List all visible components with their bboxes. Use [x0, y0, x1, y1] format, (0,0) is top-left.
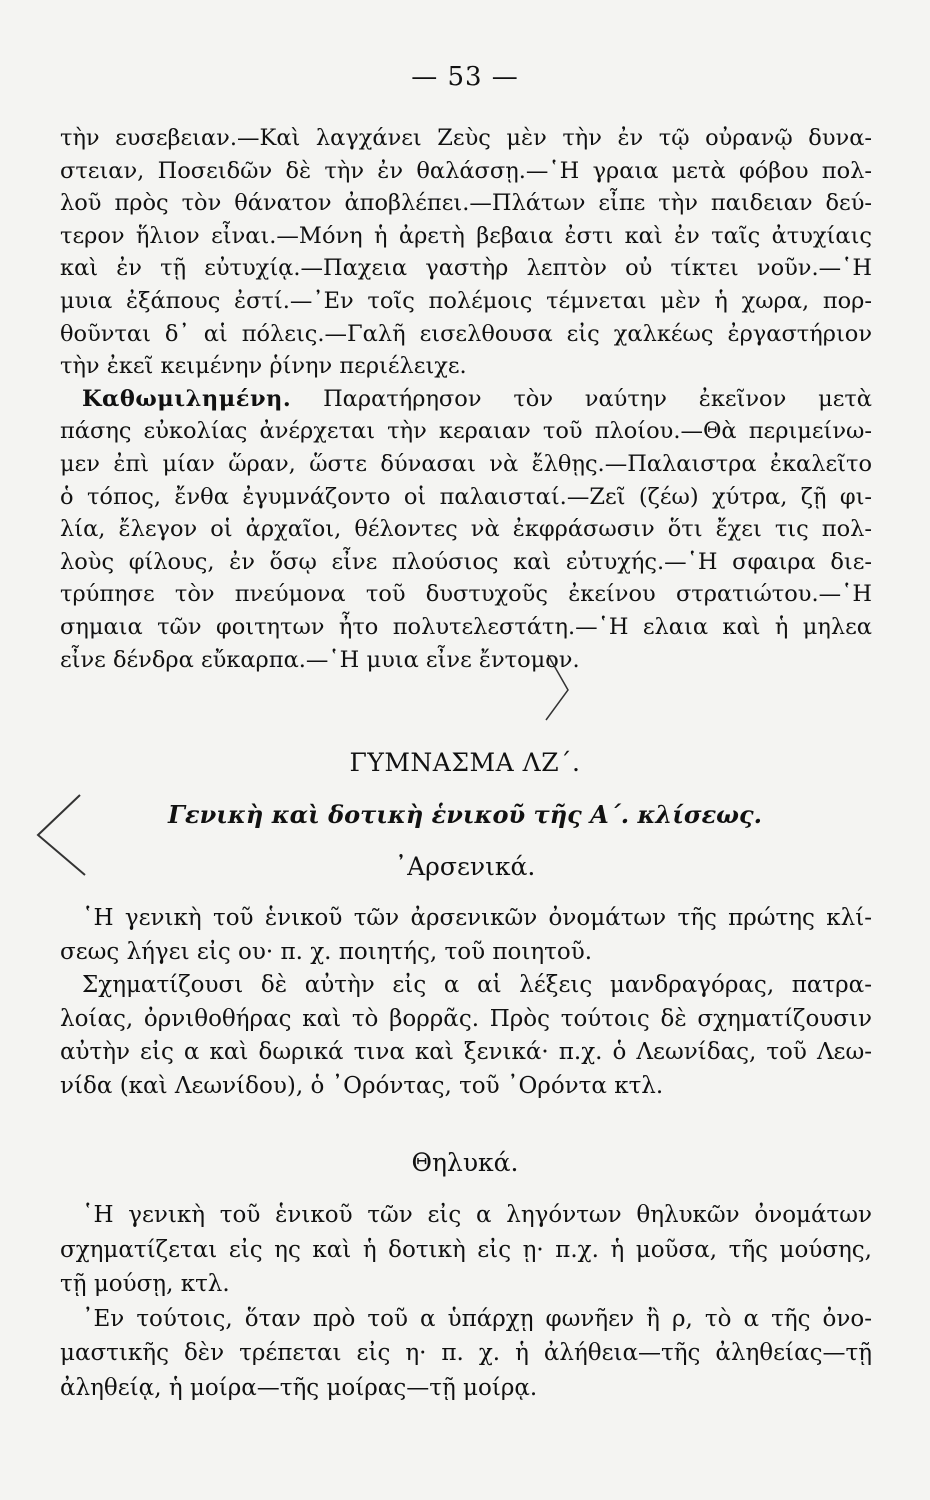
text-line: νίδα (καὶ Λεωνίδου), ὁ ᾿Ορόντας, τοῦ ᾿Ορόντα κτλ. [60, 1072, 664, 1099]
text-line: λοίας, ὀρνιθοθήρας καὶ τὸ βορρᾶς. Πρὸς τούτοις δὲ σχηματίζουσιν [60, 1005, 872, 1032]
text-line: μυια ἐξάπους ἐστί.—᾿Εν τοῖς πολέμοις τέμνεται μὲν ἡ χωρα, πορ- [60, 287, 872, 314]
text-line: τὴν ἐκεῖ κειμένην ῥίνην περιέλειχε. [60, 353, 467, 380]
text-line: μαστικῆς δὲν τρέπεται εἰς η· π. χ. ἡ ἀλήθεια—τῆς ἀληθείας—τῇ [60, 1340, 872, 1366]
kathomilimeni-term: Καθωμιλημένη. [82, 385, 292, 412]
text-line: ἀληθείᾳ, ἡ μοίρα—τῆς μοίρας—τῇ μοίρᾳ. [60, 1374, 538, 1401]
text-line: τὴν ευσεβειαν.—Καὶ λαγχάνει Ζεὺς μὲν τὴν ἐν τῷ οὐρανῷ δυνα- [60, 125, 872, 151]
text-line: ᾿Εν τούτοις, ὅταν πρὸ τοῦ α ὑπάρχῃ φωνῆεν ἢ ρ, τὸ α τῆς ὀνο- [82, 1305, 872, 1332]
text-line: ὁ τόπος, ἔνθα ἐγυμνάζοντο οἱ παλαισταί.—Ζεῖ (ζέω) χύτρα, ζῇ φι- [60, 483, 872, 510]
feminine-title: Θηλυκά. [411, 1148, 519, 1177]
text-line: θοῦνται δ᾽ αἱ πόλεις.—Γαλῆ εισελθουσα εἰς χαλκέως ἐργαστήριον [60, 320, 872, 347]
text-line: τερον ἥλιον εἶναι.—Μόνη ἡ ἀρετὴ βεβαια ἐστι καὶ ἐν ταῖς ἀτυχίαις [60, 222, 872, 249]
exercise-text-block [60, 122, 872, 676]
text-line: αὐτὴν εἰς α καὶ δωρικά τινα καὶ ξενικά· π.χ. ὁ Λεωνίδας, τοῦ Λεω- [60, 1039, 872, 1065]
text-line: λοῦ πρὸς τὸν θάνατον ἀποβλέπει.—Πλάτων εἶπε τὴν παιδειαν δεύ- [60, 190, 872, 217]
text-line: εἶνε δένδρα εὔκαρπα.—῾Η μυια εἶνε ἔντομον. [60, 646, 580, 673]
text-line: σχηματίζεται εἰς ης καὶ ἡ δοτικὴ εἰς ῃ· π.χ. ἡ μοῦσα, τῆς μούσης, [60, 1236, 872, 1263]
text-fragment: Παρατήρησον τὸν ναύτην ἐκεῖνον μετὰ [323, 385, 872, 412]
text-line: πάσης εὐκολίας ἀνέρχεται τὴν κεραιαν τοῦ πλοίου.—Θὰ περιμείνω- [60, 418, 872, 445]
text-line: σημαια τῶν φοιτητων ἦτο πολυτελεστάτη.—῾Η ελαια καὶ ἡ μηλεα [60, 613, 872, 640]
text-line: Σχηματίζουσι δὲ αὐτὴν εἰς α αἱ λέξεις μανδραγόρας, πατρα- [82, 972, 872, 998]
masculine-text-block [60, 902, 872, 1103]
masculine-title: ᾿Αρσενικά. [394, 852, 536, 881]
text-line: στειαν, Ποσειδῶν δὲ τὴν ἐν θαλάσσῃ.—῾Η γραια μετὰ φόβου πολ- [60, 157, 872, 184]
declension-title: Γενικὴ καὶ δοτικὴ ἑνικοῦ τῆς Α΄. κλίσεως. [168, 800, 762, 829]
page-number: — 53 — [411, 62, 519, 92]
text-line: τῇ μούσῃ, κτλ. [60, 1271, 230, 1297]
text-line: ῾Η γενικὴ τοῦ ἑνικοῦ τῶν ἀρσενικῶν ὀνομάτων τῆς πρώτης κλί- [82, 905, 872, 931]
text-line: λοὺς φίλους, ἐν ὅσῳ εἶνε πλούσιος καὶ εὐτυχής.—῾Η σφαιρα διε- [60, 548, 872, 575]
feminine-text-block [60, 1198, 872, 1405]
text-line: λία, ἔλεγον οἱ ἀρχαῖοι, θέλοντες νὰ ἐκφράσωσιν ὅτι ἔχει τις πολ- [60, 516, 872, 543]
exercise-title: ΓΥΜΝΑΣΜΑ ΛΖ΄. [349, 748, 581, 777]
text-line: τρύπησε τὸν πνεύμονα τοῦ δυστυχοῦς ἐκείνου στρατιώτου.—῾Η [60, 581, 872, 608]
text-line: μεν ἐπὶ μίαν ὥραν, ὥστε δύνασαι νὰ ἔλθῃς.—Παλαιστρα ἐκαλεῖτο [60, 450, 872, 477]
text-line [60, 383, 872, 416]
text-line: σεως λήγει εἰς ου· π. χ. ποιητής, τοῦ ποιητοῦ. [60, 938, 593, 965]
text-line: καὶ ἐν τῇ εὐτυχίᾳ.—Παχεια γαστὴρ λεπτὸν οὐ τίκτει νοῦν.—῾Η [60, 255, 872, 282]
text-line: ῾Η γενικὴ τοῦ ἑνικοῦ τῶν εἰς α ληγόντων θηλυκῶν ὀνομάτων [82, 1202, 872, 1228]
pencil-bracket-mark [538, 650, 578, 740]
